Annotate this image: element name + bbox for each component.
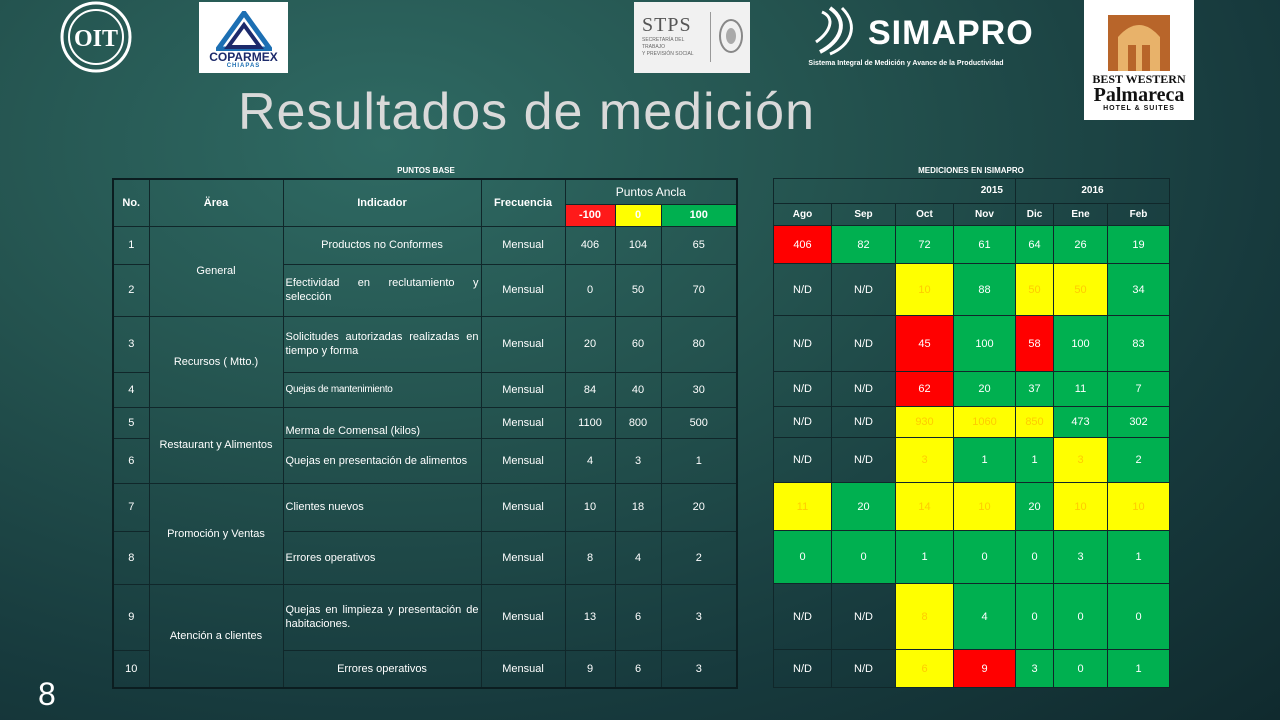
- frecuencia-cell: Mensual: [481, 584, 565, 650]
- indicador-cell: Clientes nuevos: [283, 483, 481, 531]
- table-row: [113, 407, 737, 438]
- indicador-cell: Solicitudes autorizadas realizadas en tiempo y forma: [283, 316, 481, 372]
- row-no: 9: [113, 584, 149, 650]
- measurement-cell: 473: [1054, 407, 1108, 438]
- measurement-cell: 3: [1054, 438, 1108, 483]
- row-no: 5: [113, 407, 149, 438]
- measurement-cell: 1: [954, 438, 1016, 483]
- row-no: 8: [113, 531, 149, 584]
- area-cell: Atención a clientes: [149, 584, 283, 688]
- month-ene: Ene: [1054, 204, 1108, 226]
- mediciones-table: [773, 178, 1170, 688]
- indicador-cell: Errores operativos: [283, 531, 481, 584]
- slide-number: 8: [38, 676, 56, 712]
- measurement-row: [774, 407, 1170, 438]
- measurement-cell: 20: [832, 483, 896, 531]
- anchor-a-cell: 1100: [565, 407, 615, 438]
- puntos-base-table: [112, 178, 738, 689]
- row-no: 6: [113, 438, 149, 483]
- anchor-c-cell: 1: [661, 438, 737, 483]
- measurement-cell: 45: [896, 316, 954, 372]
- measurement-cell: 0: [1016, 531, 1054, 584]
- anchor-b-cell: 104: [615, 226, 661, 264]
- measurement-cell: N/D: [774, 264, 832, 316]
- anchor-c-cell: 2: [661, 531, 737, 584]
- measurement-cell: 406: [774, 226, 832, 264]
- anchor-neg-100: -100: [565, 204, 615, 226]
- measurement-row: [774, 584, 1170, 650]
- hotel-suites-label: HOTEL & SUITES: [1103, 104, 1175, 112]
- measurement-cell: 0: [774, 531, 832, 584]
- measurement-cell: 6: [896, 650, 954, 688]
- anchor-a-cell: 4: [565, 438, 615, 483]
- measurement-cell: 0: [1016, 584, 1054, 650]
- coparmex-mark-icon: [216, 11, 272, 51]
- year-2016: 2016: [1016, 179, 1170, 204]
- area-cell: Promoción y Ventas: [149, 483, 283, 584]
- simapro-mark-icon: [810, 2, 866, 60]
- measurement-cell: 302: [1108, 407, 1170, 438]
- measurement-cell: 34: [1108, 264, 1170, 316]
- month-sep: Sep: [832, 204, 896, 226]
- table-row: [113, 316, 737, 372]
- measurement-cell: 3: [896, 438, 954, 483]
- measurement-cell: N/D: [774, 584, 832, 650]
- frecuencia-cell: Mensual: [481, 316, 565, 372]
- measurement-cell: 14: [896, 483, 954, 531]
- table-row: [113, 584, 737, 650]
- measurement-row: [774, 264, 1170, 316]
- measurement-cell: 930: [896, 407, 954, 438]
- measurement-cell: N/D: [832, 650, 896, 688]
- anchor-b-cell: 3: [615, 438, 661, 483]
- measurement-cell: N/D: [832, 372, 896, 407]
- mediciones-label: MEDICIONES EN ISIMAPRO: [918, 166, 1024, 175]
- anchor-b-cell: 800: [615, 407, 661, 438]
- coparmex-name: COPARMEX: [209, 49, 278, 64]
- measurement-cell: 10: [1108, 483, 1170, 531]
- measurement-cell: 0: [1108, 584, 1170, 650]
- stps-line2: Y PREVISIÓN SOCIAL: [642, 51, 694, 57]
- measurement-row: [774, 316, 1170, 372]
- indicador-cell: Quejas de mantenimiento: [283, 372, 481, 407]
- measurement-cell: N/D: [774, 650, 832, 688]
- measurement-cell: 0: [1054, 584, 1108, 650]
- measurement-cell: 3: [1016, 650, 1054, 688]
- indicador-cell: Productos no Conformes: [283, 226, 481, 264]
- mexico-seal-icon: [718, 16, 744, 56]
- anchor-c-cell: 20: [661, 483, 737, 531]
- anchor-b-cell: 60: [615, 316, 661, 372]
- anchor-b-cell: 18: [615, 483, 661, 531]
- simapro-sub: Sistema Integral de Medición y Avance de la Productividad: [808, 60, 1004, 67]
- measurement-cell: 1: [1108, 531, 1170, 584]
- anchor-c-cell: 3: [661, 584, 737, 650]
- anchor-a-cell: 10: [565, 483, 615, 531]
- area-cell: Recursos ( Mtto.): [149, 316, 283, 407]
- frecuencia-cell: Mensual: [481, 438, 565, 483]
- month-oct: Oct: [896, 204, 954, 226]
- frecuencia-cell: Mensual: [481, 264, 565, 316]
- measurement-cell: 83: [1108, 316, 1170, 372]
- measurement-cell: N/D: [774, 438, 832, 483]
- svg-text:OIT: OIT: [73, 26, 119, 52]
- indicador-cell: Efectividad en reclutamiento y selección: [283, 264, 481, 316]
- row-no: 10: [113, 650, 149, 688]
- measurement-row: [774, 226, 1170, 264]
- measurement-cell: 10: [954, 483, 1016, 531]
- measurement-cell: 0: [832, 531, 896, 584]
- measurement-cell: 0: [1054, 650, 1108, 688]
- indicador-cell: Quejas en limpieza y presentación de habitaciones.: [283, 584, 481, 650]
- measurement-cell: 3: [1054, 531, 1108, 584]
- measurement-cell: 8: [896, 584, 954, 650]
- measurement-cell: 61: [954, 226, 1016, 264]
- measurement-cell: 64: [1016, 226, 1054, 264]
- month-ago: Ago: [774, 204, 832, 226]
- measurement-cell: 1060: [954, 407, 1016, 438]
- measurement-cell: 10: [1054, 483, 1108, 531]
- anchor-a-cell: 406: [565, 226, 615, 264]
- measurement-cell: 82: [832, 226, 896, 264]
- frecuencia-cell: Mensual: [481, 483, 565, 531]
- palmareca-name: Palmareca: [1093, 83, 1185, 106]
- anchor-c-cell: 500: [661, 407, 737, 438]
- slide-title: Resultados de medición: [238, 83, 815, 141]
- col-header-area: Ärea: [149, 179, 283, 226]
- measurement-cell: 88: [954, 264, 1016, 316]
- measurement-cell: 1: [896, 531, 954, 584]
- anchor-c-cell: 30: [661, 372, 737, 407]
- coparmex-sub: CHIAPAS: [226, 62, 261, 69]
- measurement-cell: 11: [774, 483, 832, 531]
- row-no: 3: [113, 316, 149, 372]
- puntos-base-label: PUNTOS BASE: [397, 166, 455, 175]
- stps-logo: [634, 2, 750, 73]
- simapro-name: SIMAPRO: [868, 14, 1034, 52]
- anchor-b-cell: 6: [615, 650, 661, 688]
- measurement-cell: 4: [954, 584, 1016, 650]
- frecuencia-cell: Mensual: [481, 650, 565, 688]
- hotel-arch-icon: [1104, 9, 1174, 71]
- anchor-a-cell: 84: [565, 372, 615, 407]
- anchor-100: 100: [661, 204, 737, 226]
- anchor-a-cell: 8: [565, 531, 615, 584]
- col-header-frecuencia: Frecuencia: [481, 179, 565, 226]
- measurement-cell: 37: [1016, 372, 1054, 407]
- measurement-cell: 50: [1054, 264, 1108, 316]
- col-header-indicador: Indicador: [283, 179, 481, 226]
- month-dic: Dic: [1016, 204, 1054, 226]
- anchor-c-cell: 80: [661, 316, 737, 372]
- measurement-cell: N/D: [832, 584, 896, 650]
- row-no: 2: [113, 264, 149, 316]
- measurement-cell: N/D: [832, 438, 896, 483]
- measurement-cell: 100: [954, 316, 1016, 372]
- anchor-c-cell: 65: [661, 226, 737, 264]
- bestwestern-name: BEST WESTERN: [1092, 71, 1186, 86]
- anchor-b-cell: 50: [615, 264, 661, 316]
- measurement-row: [774, 531, 1170, 584]
- table-row: [113, 483, 737, 531]
- month-nov: Nov: [954, 204, 1016, 226]
- anchor-a-cell: 9: [565, 650, 615, 688]
- frecuencia-cell: Mensual: [481, 372, 565, 407]
- measurement-row: [774, 483, 1170, 531]
- col-header-puntos-ancla: Puntos Ancla: [565, 179, 737, 204]
- measurement-cell: N/D: [832, 316, 896, 372]
- measurement-cell: 19: [1108, 226, 1170, 264]
- row-no: 4: [113, 372, 149, 407]
- frecuencia-cell: Mensual: [481, 531, 565, 584]
- month-feb: Feb: [1108, 204, 1170, 226]
- measurement-cell: 20: [1016, 483, 1054, 531]
- bestwestern-logo: [1084, 0, 1194, 120]
- area-cell: General: [149, 226, 283, 316]
- anchor-a-cell: 13: [565, 584, 615, 650]
- measurement-cell: 72: [896, 226, 954, 264]
- measurement-cell: 0: [954, 531, 1016, 584]
- measurement-cell: 62: [896, 372, 954, 407]
- anchor-c-cell: 3: [661, 650, 737, 688]
- measurement-cell: 9: [954, 650, 1016, 688]
- frecuencia-cell: Mensual: [481, 407, 565, 438]
- anchor-0: 0: [615, 204, 661, 226]
- measurement-cell: 1: [1108, 650, 1170, 688]
- coparmex-logo: [199, 2, 288, 73]
- row-no: 7: [113, 483, 149, 531]
- anchor-a-cell: 20: [565, 316, 615, 372]
- table-row: [113, 226, 737, 264]
- stps-divider: [710, 12, 711, 62]
- indicador-cell: Errores operativos: [283, 650, 481, 688]
- measurement-cell: N/D: [774, 407, 832, 438]
- anchor-b-cell: 4: [615, 531, 661, 584]
- measurement-cell: 850: [1016, 407, 1054, 438]
- measurement-cell: 50: [1016, 264, 1054, 316]
- anchor-c-cell: 70: [661, 264, 737, 316]
- measurement-cell: N/D: [832, 264, 896, 316]
- measurement-cell: 11: [1054, 372, 1108, 407]
- anchor-a-cell: 0: [565, 264, 615, 316]
- stps-line1: SECRETARÍA DEL TRABAJO: [642, 37, 685, 50]
- year-2015: 2015: [774, 179, 1016, 204]
- indicador-cell: Quejas en presentación de alimentos: [283, 438, 481, 483]
- measurement-row: [774, 438, 1170, 483]
- measurement-cell: 7: [1108, 372, 1170, 407]
- indicador-cell: Merma de Comensal (kilos): [283, 407, 481, 438]
- area-cell: Restaurant y Alimentos: [149, 407, 283, 483]
- measurement-cell: N/D: [832, 407, 896, 438]
- anchor-b-cell: 40: [615, 372, 661, 407]
- measurement-cell: N/D: [774, 316, 832, 372]
- measurement-cell: 10: [896, 264, 954, 316]
- measurement-row: [774, 372, 1170, 407]
- oit-logo: [52, 0, 140, 74]
- row-no: 1: [113, 226, 149, 264]
- measurement-cell: 100: [1054, 316, 1108, 372]
- measurement-cell: 26: [1054, 226, 1108, 264]
- measurement-cell: 1: [1016, 438, 1054, 483]
- measurement-row: [774, 650, 1170, 688]
- measurement-cell: N/D: [774, 372, 832, 407]
- anchor-b-cell: 6: [615, 584, 661, 650]
- frecuencia-cell: Mensual: [481, 226, 565, 264]
- measurement-cell: 2: [1108, 438, 1170, 483]
- simapro-logo: [806, 0, 1034, 76]
- measurement-cell: 20: [954, 372, 1016, 407]
- measurement-cell: 58: [1016, 316, 1054, 372]
- col-header-no: No.: [113, 179, 149, 226]
- stps-name: STPS: [642, 14, 692, 36]
